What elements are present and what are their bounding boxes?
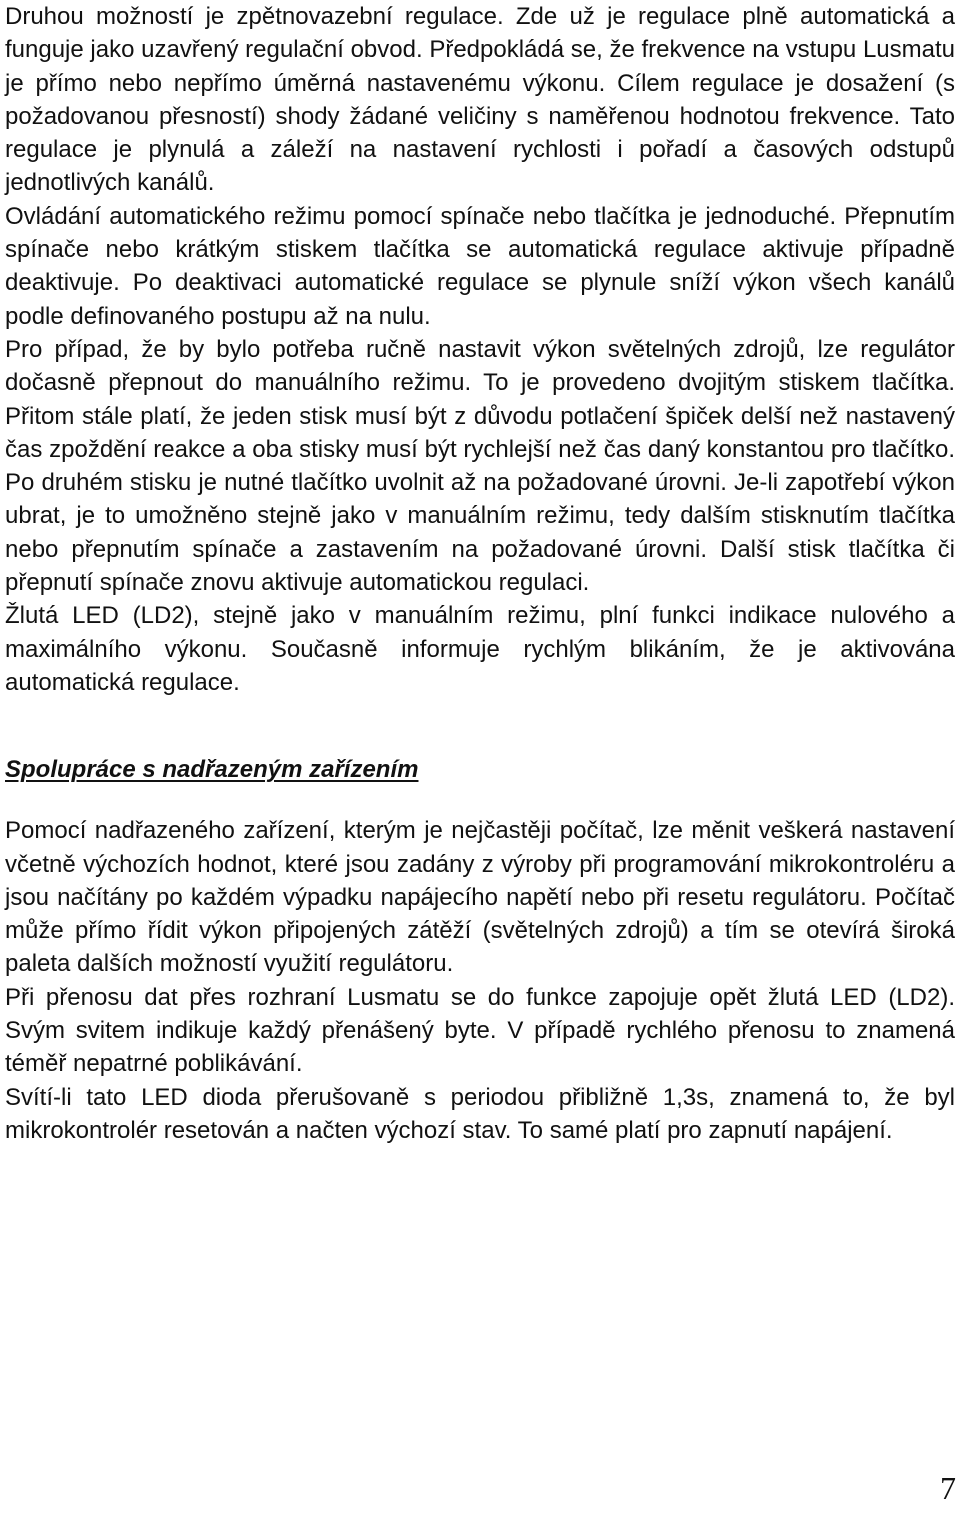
paragraph-yellow-led: Žlutá LED (LD2), stejně jako v manuálním režimu, plní funkci indikace nulového a maximálního výkonu. Současně informuje rychlým blikáním, že je aktivována automatická regulace.: [5, 602, 955, 696]
paragraph-led-reset-indication: Svítí-li tato LED dioda přerušovaně s periodou přibližně 1,3s, znamená to, že byl mikrokontrolér resetován a načten výchozí stav. To samé platí pro zapnutí napájení.: [5, 1083, 955, 1144]
paragraph-data-transfer: Při přenosu dat přes rozhraní Lusmatu se do funkce zapojuje opět žlutá LED (LD2). Svým svitem indikuje každý přenášený byte. V případě rychlého přenosu to znamená téměř nepatrné poblikávání.: [5, 983, 955, 1078]
document-page: [5, 0, 955, 1147]
paragraph-automatic-mode-control: Ovládání automatického režimu pomocí spínače nebo tlačítka je jednoduché. Přepnutím spínače nebo krátkým stiskem tlačítka se automatická regulace aktivuje případně deaktivuje. Po deaktivaci automatické regulace se plynule sníží výkon všech kanálů podle definovaného postupu až na nulu.: [5, 202, 955, 330]
paragraph-feedback-regulation: Druhou možností je zpětnovazební regulace. Zde už je regulace plně automatická a funguje jako uzavřený regulační obvod. Předpokládá se, že frekvence na vstupu Lusmatu je přímo nebo nepřímo úměrná nastavenému výkonu. Cílem regulace je dosažení (s požadovanou přesností) shody žádané veličiny s naměřenou hodnotou frekvence. Tato regulace je plynulá a záleží na nastavení rychlosti i pořadí a časových odstupů jednotlivých kanálů.: [5, 3, 955, 197]
paragraph-manual-override: Pro případ, že by bylo potřeba ručně nastavit výkon světelných zdrojů, lze regulátor dočasně přepnout do manuálního režimu. To je provedeno dvojitým stiskem tlačítka. Přitom stále platí, že jeden stisk musí být z důvodu potlačení špiček delší než nastavený čas zpoždění reakce a oba stisky musí být rychlejší než čas daný konstantou pro tlačítko. Po druhém stisku je nutné tlačítko uvolnit až na požadované úrovni. Je-li zapotřebí výkon ubrat, je to umožněno stejně jako v manuálním režimu, tedy dalším stisknutím tlačítka nebo přepnutím spínače a zastavením na požadované úrovni. Další stisk tlačítka či přepnutí spínače znovu aktivuje automatickou regulaci.: [5, 335, 955, 597]
paragraph-master-device: Pomocí nadřazeného zařízení, kterým je nejčastěji počítač, lze měnit veškerá nastavení včetně výchozích hodnot, které jsou zadány z výroby při programování mikrokontroléru a jsou načítány po každém výpadku napájecího napětí nebo při resetu regulátoru. Počítač může přímo řídit výkon připojených zátěží (světelných zdrojů) a tím se otevírá široká paleta dalších možností využití regulátoru.: [5, 817, 955, 978]
page-number: 7: [940, 1470, 956, 1506]
section-heading: Spolupráce s nadřazeným zařízením: [5, 756, 419, 784]
